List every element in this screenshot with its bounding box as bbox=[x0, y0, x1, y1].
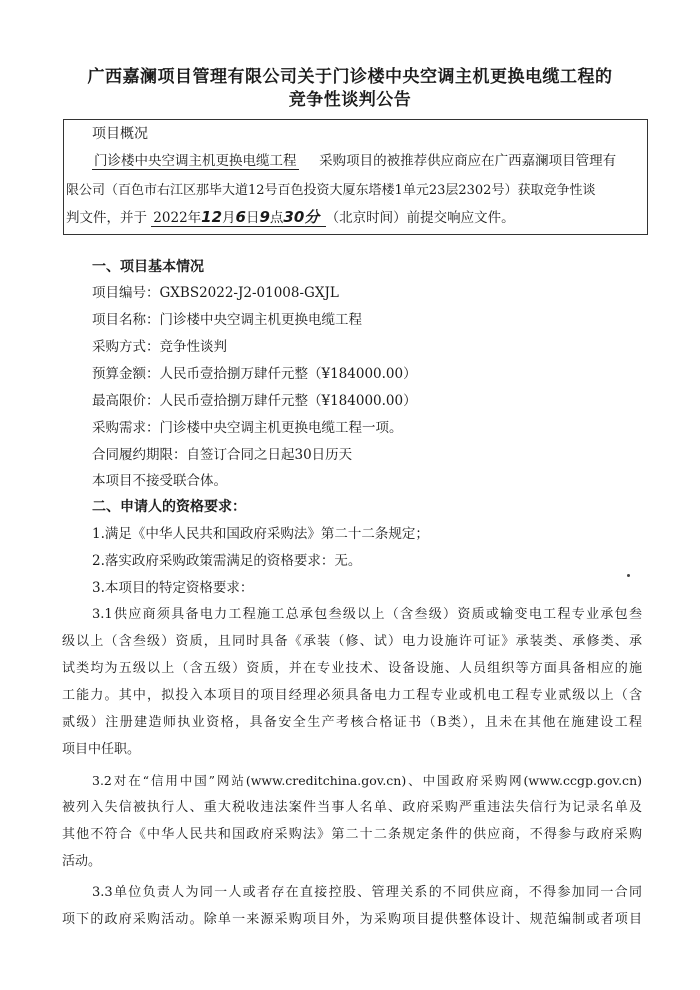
deadline-day: 6 bbox=[235, 208, 246, 226]
procurement-requirement: 采购需求：门诊楼中央空调主机更换电缆工程一项。 bbox=[92, 420, 403, 436]
requirement-3-2-line-3: 其他不符合《中华人民共和国政府采购法》第二十二条规定条件的供应商，不得参与政府采购 bbox=[62, 827, 642, 842]
overview-line-1-text: 采购项目的被推荐供应商应在广西嘉澜项目管理有 bbox=[319, 153, 617, 169]
requirement-3-3-line-2: 项下的政府采购活动。除单一来源采购项目外，为采购项目提供整体设计、规范编制或者项目 bbox=[62, 912, 642, 927]
deadline-month-unit: 月 bbox=[222, 210, 236, 226]
overview-heading: 项目概况 bbox=[92, 126, 148, 142]
requirement-3-1-line-1: 3.1供应商须具备电力工程施工总承包叁级以上（含叁级）资质或输变电工程专业承包叁 bbox=[92, 607, 642, 622]
deadline-hour: 9 bbox=[259, 208, 270, 226]
overview-line-3-prefix: 判文件，并于 bbox=[66, 210, 147, 226]
overview-line-1 bbox=[92, 152, 616, 170]
requirement-3-1-line-2: 级以上（含叁级）资质，且同时具备《承装（修、试）电力设施许可证》承装类、承修类、承 bbox=[62, 634, 642, 649]
overview-line-3 bbox=[66, 208, 515, 227]
no-consortium-note: 本项目不接受联合体。 bbox=[92, 473, 227, 489]
requirement-3: 3.本项目的特定资格要求： bbox=[92, 580, 254, 596]
budget-amount: 预算金额：人民币壹拾捌万肆仟元整（¥184000.00） bbox=[92, 366, 417, 382]
requirement-3-2-line-1: 3.2对在“信用中国”网站(www.creditchina.gov.cn)、中国政府采购网(www.ccgp.gov.cn) bbox=[92, 773, 642, 788]
deadline-day-unit: 日 bbox=[245, 210, 260, 226]
announcement-title-line-2: 竞争性谈判公告 bbox=[288, 90, 412, 110]
procurement-method: 采购方式：竞争性谈判 bbox=[92, 339, 227, 355]
project-number: 项目编号：GXBS2022-J2-01008-GXJL bbox=[92, 285, 339, 301]
contract-period: 合同履约期限：自签订合同之日起30日历天 bbox=[92, 447, 353, 463]
deadline-month: 12 bbox=[201, 208, 223, 226]
section-2-heading: 二、申请人的资格要求： bbox=[92, 499, 246, 515]
section-1-heading: 一、项目基本情况 bbox=[92, 259, 204, 275]
deadline-year: 2022年 bbox=[153, 210, 202, 226]
overview-project-name: 门诊楼中央空调主机更换电缆工程 bbox=[94, 153, 297, 169]
requirement-3-3-line-1: 3.3单位负责人为同一人或者存在直接控股、管理关系的不同供应商，不得参加同一合同 bbox=[92, 885, 642, 900]
project-name: 项目名称：门诊楼中央空调主机更换电缆工程 bbox=[92, 312, 362, 328]
requirement-3-1-line-6: 项目中任职。 bbox=[62, 742, 141, 757]
requirement-3-1-line-5: 贰级）注册建造师执业资格，具备安全生产考核合格证书（B类），且未在其他在施建设工程 bbox=[62, 715, 642, 730]
announcement-title-line-1: 广西嘉澜项目管理有限公司关于门诊楼中央空调主机更换电缆工程的 bbox=[87, 67, 613, 87]
requirement-1: 1.满足《中华人民共和国政府采购法》第二十二条规定； bbox=[92, 526, 429, 542]
requirement-3-2-line-2: 被列入失信被执行人、重大税收违法案件当事人名单、政府采购严重违法失信行为记录名单及 bbox=[62, 800, 642, 815]
max-price: 最高限价：人民币壹拾捌万肆仟元整（¥184000.00） bbox=[92, 393, 417, 409]
scan-speck bbox=[627, 574, 630, 577]
overview-line-3-suffix: （北京时间）前提交响应文件。 bbox=[325, 210, 515, 226]
deadline-hour-unit: 点 bbox=[269, 210, 284, 226]
requirement-2: 2.落实政府采购政策需满足的资格要求：无。 bbox=[92, 553, 362, 569]
requirement-3-1-line-3: 试类均为五级以上（含五级）资质，并在专业技术、设备设施、人员组织等方面具备相应的施 bbox=[62, 661, 642, 676]
deadline-date bbox=[151, 210, 325, 227]
overview-line-2: 限公司（百色市右江区那毕大道12号百色投资大厦东塔楼1单元23层2302号）获取竞争性谈 bbox=[66, 183, 596, 198]
requirement-3-1-line-4: 工能力。其中，拟投入本项目的项目经理必须具备电力工程专业或机电工程专业贰级以上（含 bbox=[62, 688, 642, 703]
requirement-3-2-line-4: 活动。 bbox=[62, 854, 102, 869]
deadline-minute: 30分 bbox=[283, 208, 320, 226]
